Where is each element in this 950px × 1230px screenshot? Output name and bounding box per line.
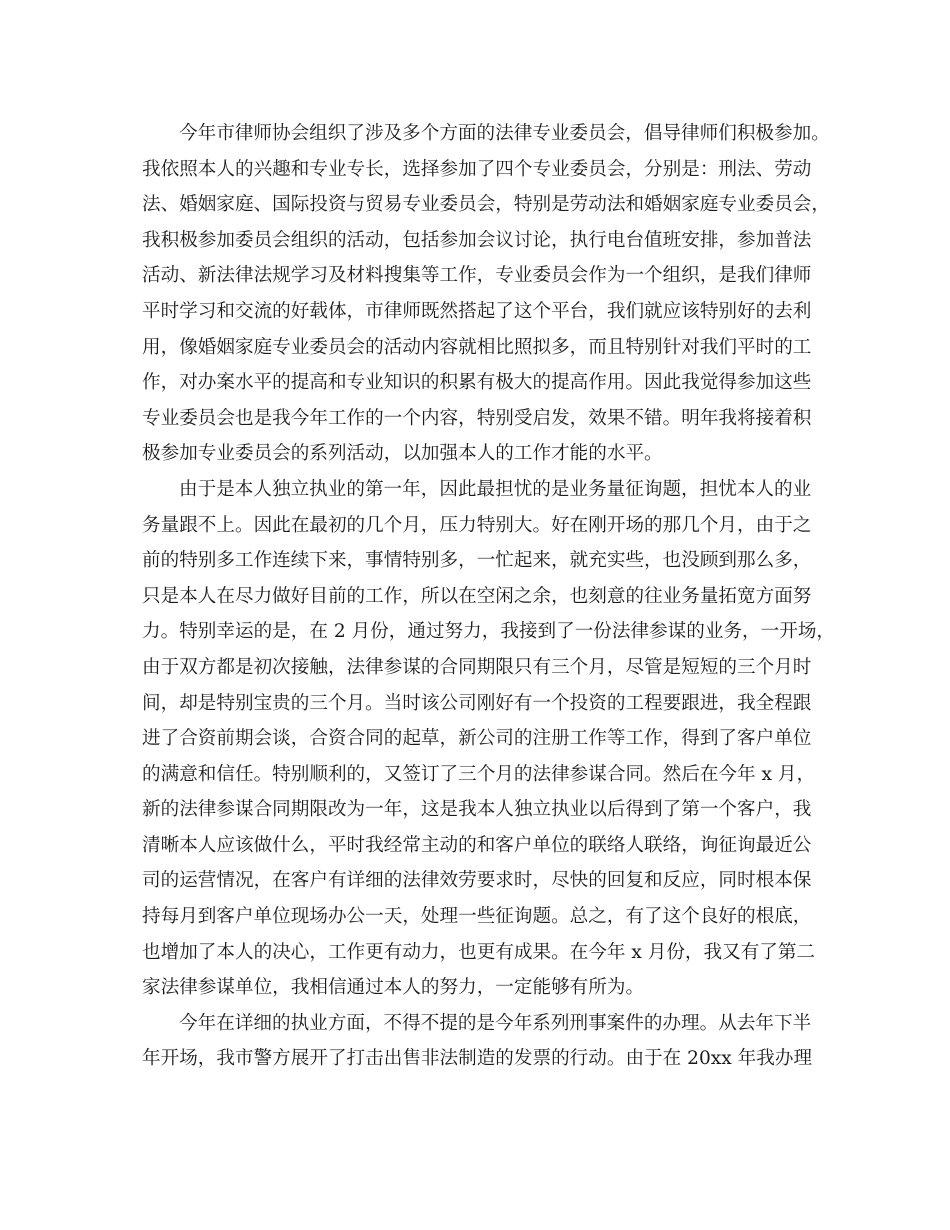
text-line: 家法律参谋单位，我相信通过本人的努力，一定能够有所为。 (142, 977, 645, 999)
text-line: 今年市律师协会组织了涉及多个方面的法律专业委员会，倡导律师们积极参加。 (179, 123, 830, 144)
text-line: 只是本人在尽力做好目前的工作，所以在空闲之余，也刻意的往业务量拓宽方面努 (142, 585, 812, 607)
text-line: 专业委员会也是我今年工作的一个内容，特别受启发，效果不错。明年我将接着积 (142, 407, 812, 429)
text-line: 的满意和信任。特别顺利的，又签订了三个月的法律参谋合同。然后在今年 x 月， (142, 763, 816, 785)
text-line: 也增加了本人的决心，工作更有动力，也更有成果。在今年 x 月份，我又有了第二 (142, 941, 816, 963)
text-line: 极参加专业委员会的系列活动，以加强本人的工作才能的水平。 (142, 443, 663, 465)
text-line: 由于双方都是初次接触，法律参谋的合同期限只有三个月，尽管是短短的三个月时 (142, 656, 812, 678)
text-line: 力。特别幸运的是，在 2 月份，通过努力，我接到了一份法律参谋的业务，一开场， (142, 621, 836, 643)
text-line: 用，像婚姻家庭专业委员会的活动内容就相比照拟多，而且特别针对我们平时的工 (142, 336, 812, 358)
text-line: 平时学习和交流的好载体，市律师既然搭起了这个平台，我们就应该特别好的去利 (142, 300, 812, 322)
text-line: 作，对办案水平的提高和专业知识的积累有极大的提高作用。因此我觉得参加这些 (142, 372, 812, 394)
text-line: 我依照本人的兴趣和专业专长，选择参加了四个专业委员会，分别是：刑法、劳动 (142, 158, 812, 180)
text-line: 持每月到客户单位现场办公一天，处理一些征询题。总之，有了这个良好的根底， (142, 906, 812, 928)
paragraph-committees (142, 116, 830, 472)
text-line: 前的特别多工作连续下来，事情特别多，一忙起来，就充实些，也没顾到那么多， (142, 550, 812, 572)
text-line: 法、婚姻家庭、国际投资与贸易专业委员会，特别是劳动法和婚姻家庭专业委员会， (142, 194, 830, 216)
text-line: 活动、新法律法规学习及材料搜集等工作，专业委员会作为一个组织，是我们律师 (142, 265, 812, 287)
text-line: 年开场，我市警方展开了打击出售非法制造的发票的行动。由于在 20xx 年我办理 (142, 1048, 813, 1070)
text-line: 新的法律参谋合同期限改为一年，这是我本人独立执业以后得到了第一个客户，我 (142, 799, 812, 821)
text-line: 务量跟不上。因此在最初的几个月，压力特别大。好在刚开场的那几个月，由于之 (142, 514, 812, 536)
paragraph-first-year-practice (142, 472, 836, 1006)
text-line: 今年在详细的执业方面，不得不提的是今年系列刑事案件的办理。从去年下半 (179, 1012, 812, 1034)
text-line: 进了合资前期会谈，合资合同的起草，新公司的注册工作等工作，得到了客户单位 (142, 728, 812, 750)
text-line: 间，却是特别宝贵的三个月。当时该公司刚好有一个投资的工程要跟进，我全程跟 (142, 692, 812, 714)
text-line: 我积极参加委员会组织的活动，包括参加会议讨论，执行电台值班安排，参加普法 (142, 229, 812, 251)
paragraph-criminal-cases (142, 1006, 822, 1077)
text-line: 清晰本人应该做什么，平时我经常主动的和客户单位的联络人联络，询征询最近公 (142, 834, 812, 856)
text-line: 司的运营情况，在客户有详细的法律效劳要求时，尽快的回复和反应，同时根本保 (142, 870, 812, 892)
text-line: 由于是本人独立执业的第一年，因此最担忧的是业务量征询题，担忧本人的业 (179, 478, 812, 500)
document-body (142, 116, 836, 1077)
